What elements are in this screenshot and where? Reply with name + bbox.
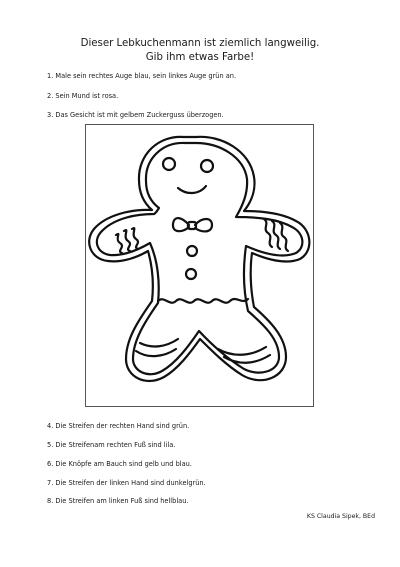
task-2: 2. Sein Mund ist rosa. xyxy=(47,92,119,100)
task-7: 7. Die Streifen der linken Hand sind dunkelgrün. xyxy=(47,479,206,487)
task-3: 3. Das Gesicht ist mit gelbem Zuckerguss überzogen. xyxy=(47,111,224,119)
task-5: 5. Die Streifenam rechten Fuß sind lila. xyxy=(47,441,176,449)
title-line-1: Dieser Lebkuchenmann ist ziemlich langweilig. xyxy=(80,38,320,49)
task-4: 4. Die Streifen der rechten Hand sind grün. xyxy=(47,422,190,430)
coloring-frame xyxy=(85,124,314,407)
author-credit: KS Claudia Sipek, BEd xyxy=(306,513,375,520)
task-1: 1. Male sein rechtes Auge blau, sein linkes Auge grün an. xyxy=(47,72,237,80)
gingerbread-man-icon xyxy=(86,125,315,408)
worksheet-title xyxy=(0,37,400,65)
task-6: 6. Die Knöpfe am Bauch sind gelb und blau. xyxy=(47,460,192,468)
title-line-2: Gib ihm etwas Farbe! xyxy=(145,52,255,63)
task-8: 8. Die Streifen am linken Fuß sind hellblau. xyxy=(47,497,189,505)
